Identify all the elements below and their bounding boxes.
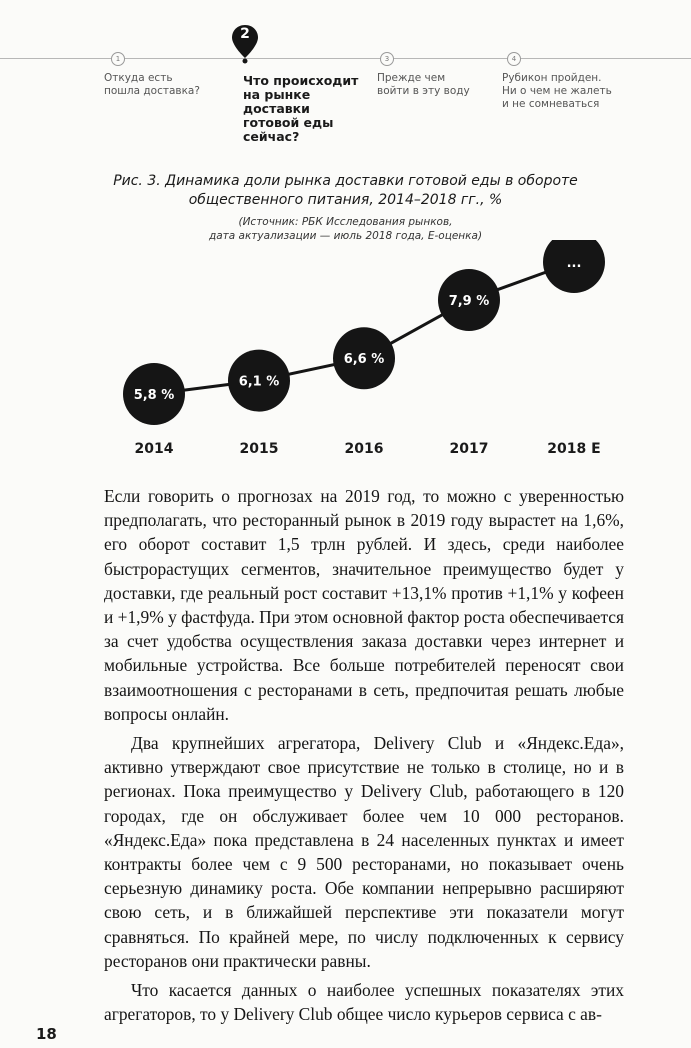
x-tick-label-2014: 2014 bbox=[134, 441, 174, 457]
paragraph-3: Что касается данных о наиболее успешных показателях этих агрегаторов, то у Delivery Club общее число курьеров сервиса с ав- bbox=[104, 980, 624, 1025]
body-text bbox=[104, 484, 624, 1026]
step-marker-3: 3 bbox=[380, 52, 394, 66]
x-tick-label-2018-E: 2018 E bbox=[547, 441, 601, 457]
data-label-2018-E: ... bbox=[566, 256, 582, 271]
data-label-2016: 6,6 % bbox=[343, 352, 385, 368]
step-label-4: Рубикон пройден. Ни о чем не жалеть и не сомневаться bbox=[502, 72, 612, 110]
market-share-chart bbox=[0, 240, 691, 470]
x-tick-label-2017: 2017 bbox=[449, 441, 489, 457]
step-marker-1: 1 bbox=[111, 52, 125, 66]
data-label-2014: 5,8 % bbox=[133, 388, 175, 403]
figure-source: (Источник: РБК Исследования рынков, дата актуализации — июль 2018 года, E-оценка) bbox=[208, 216, 483, 242]
paragraph-1: Если говорить о прогнозах на 2019 год, то можно с уверенностью предполагать, что ресторанный рынок в 2019 году вырастет на 1,6%, его оборот составит 1,5 трлн рублей. И здесь, среди наиболее быстрорастущих сегментов, значительное преимущество будет у доставки, где реальный рост составит +13,1% против +1,1% у кофеен и +1,9% у фастфуда. При этом основной фактор роста обеспечивается за счет удобства осуществления заказа доставки через интернет и мобильные устройства. Все больше потребителей переносят свои взаимоотношения с ресторанами в сеть, предпочитая решать любые вопросы онлайн. bbox=[104, 486, 624, 724]
paragraph-2: Два крупнейших агрегатора, Delivery Club и «Яндекс.Еда», активно утверждают свое присутствие не только в столице, но и в регионах. Пока преимущество у Delivery Club, работающего в 120 городах, где он обслуживает более чем 10 000 ресторанов. «Яндекс.Еда» пока представлена в 24 населенных пунктах и имеет контракты более чем с 9 500 ресторанами, но показывает очень серьезную динамику роста. Обе компании непрерывно расширяют свою сеть, и в ближайшей перспективе эти показатели могут сравняться. По крайней мере, по числу подключенных к сервису ресторанов они практически равны. bbox=[104, 733, 624, 971]
data-label-2015: 6,1 % bbox=[238, 374, 280, 390]
data-label-2017: 7,9 % bbox=[448, 294, 490, 309]
step-label-1: Откуда есть пошла доставка? bbox=[104, 72, 200, 97]
chapter-progress-line bbox=[0, 58, 691, 59]
step-marker-2: 2 bbox=[240, 26, 250, 42]
step-label-3: Прежде чем войти в эту воду bbox=[377, 72, 470, 97]
active-step-pin-icon bbox=[231, 24, 259, 64]
step-marker-4: 4 bbox=[507, 52, 521, 66]
step-label-2-active: Что происходит на рынке доставки готовой еды сейчас? bbox=[243, 73, 359, 144]
x-tick-label-2016: 2016 bbox=[344, 441, 384, 457]
x-tick-label-2015: 2015 bbox=[239, 441, 279, 457]
page-number: 18 bbox=[36, 1025, 57, 1043]
figure-title: Рис. 3. Динамика доли рынка доставки готовой еды в обороте общественного питания, 2014–2018 гг., % bbox=[113, 173, 578, 208]
